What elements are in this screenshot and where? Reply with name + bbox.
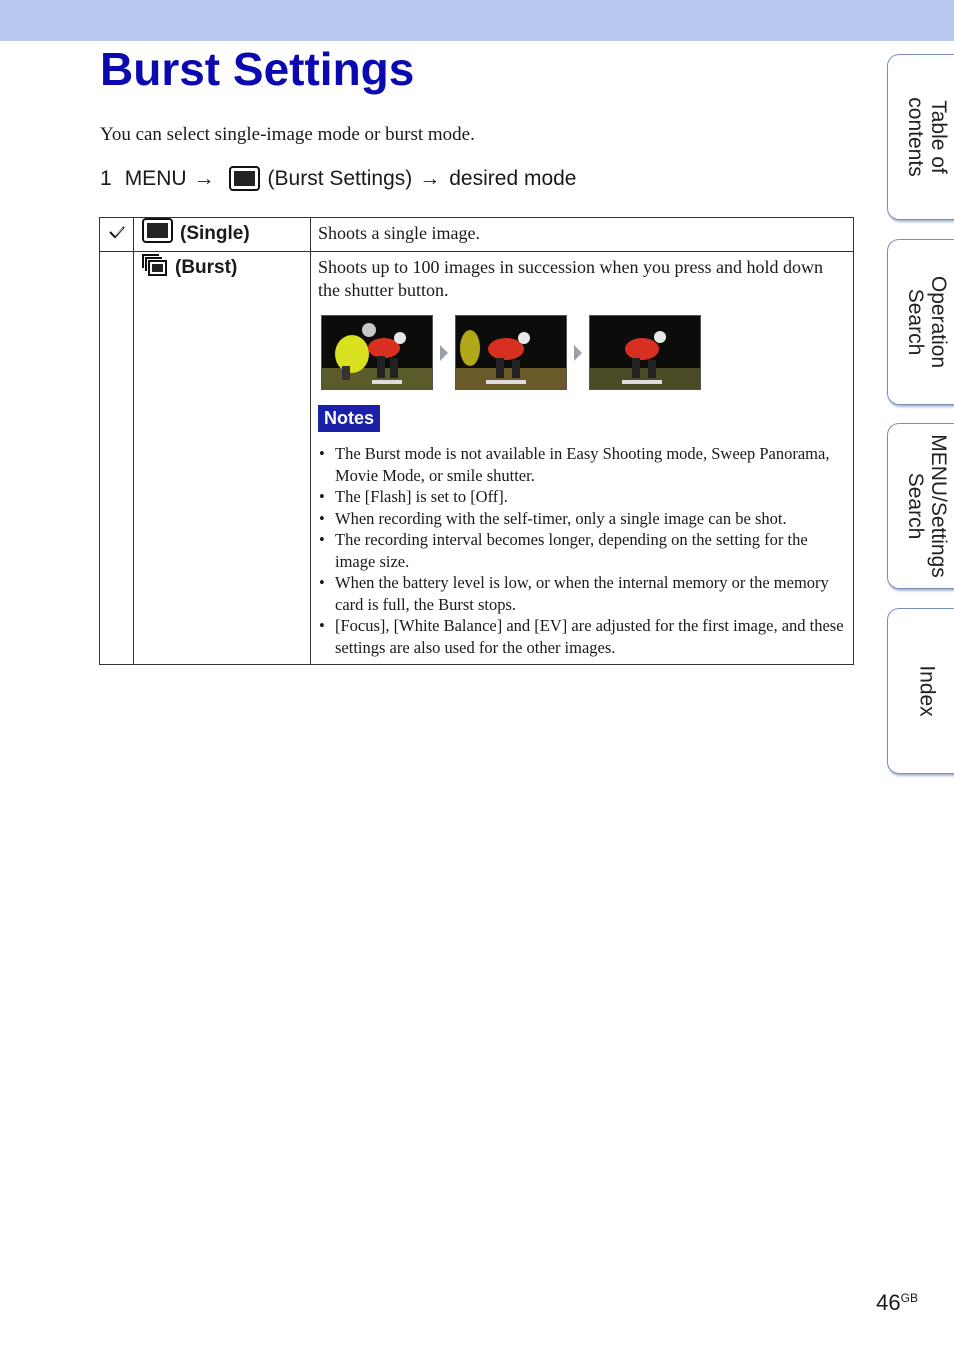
page-number	[876, 1290, 918, 1316]
desired-mode-label: desired mode	[449, 166, 577, 190]
skater-photo-3	[589, 315, 701, 390]
single-frame-icon	[229, 166, 260, 191]
single-frame-icon	[142, 218, 173, 249]
intro-text: You can select single-image mode or burst mode.	[100, 124, 475, 145]
tab-label: MENU/Settings Search	[904, 434, 950, 578]
mode-burst[interactable]	[142, 254, 302, 281]
arrow-right-icon: →	[193, 166, 215, 190]
page-number-suffix: GB	[900, 1291, 918, 1305]
play-arrow-icon	[567, 344, 589, 362]
mode-description-cell	[311, 218, 854, 252]
page-number-value: 46	[876, 1290, 901, 1315]
list-item: • The [Flash] is set to [Off].	[318, 486, 846, 508]
burst-frames-icon	[142, 253, 168, 283]
tab-table-of-contents[interactable]	[887, 54, 954, 220]
check-cell	[100, 252, 134, 665]
notes-badge: Notes	[318, 405, 380, 432]
mode-description-cell	[311, 252, 854, 665]
mode-description: Shoots up to 100 images in succession when you press and hold down the shutter button.	[318, 257, 823, 300]
burst-photo-sequence	[321, 315, 846, 390]
step-number: 1	[100, 166, 112, 190]
mode-name-label: (Single)	[180, 222, 250, 244]
tab-operation-search[interactable]	[887, 239, 954, 405]
top-band	[0, 0, 954, 41]
menu-step	[100, 166, 577, 191]
tab-index[interactable]	[887, 608, 954, 774]
page-title: Burst Settings	[100, 43, 415, 95]
tab-label: Index	[915, 665, 939, 717]
mode-name-cell	[134, 218, 311, 252]
tab-label: Operation Search	[904, 275, 950, 369]
list-item: • When recording with the self-timer, only a single image can be shot.	[318, 508, 846, 530]
notes-list	[318, 443, 846, 658]
skater-photo-2	[455, 315, 567, 390]
check-cell	[100, 218, 134, 252]
mode-description: Shoots a single image.	[318, 223, 480, 243]
play-arrow-icon	[433, 344, 455, 362]
checkmark-icon	[108, 228, 126, 245]
mode-table	[99, 217, 854, 665]
list-item: • The recording interval becomes longer, depending on the setting for the image size.	[318, 529, 846, 572]
table-row	[100, 218, 854, 252]
list-item: • [Focus], [White Balance] and [EV] are adjusted for the first image, and these settings are also used for the other images.	[318, 615, 846, 658]
table-row	[100, 252, 854, 665]
arrow-right-icon: →	[419, 166, 441, 190]
mode-name-cell	[134, 252, 311, 665]
skater-photo-1	[321, 315, 433, 390]
mode-single[interactable]	[142, 220, 302, 247]
mode-name-label: (Burst)	[175, 256, 238, 278]
list-item: • The Burst mode is not available in Easy Shooting mode, Sweep Panorama, Movie Mode, or smile shutter.	[318, 443, 846, 486]
list-item: • When the battery level is low, or when the internal memory or the memory card is full, the Burst stops.	[318, 572, 846, 615]
menu-label: MENU	[124, 166, 187, 190]
tab-menu-settings-search[interactable]	[887, 423, 954, 589]
burst-settings-label: (Burst Settings)	[267, 166, 413, 190]
tab-label: Table of contents	[904, 97, 950, 177]
